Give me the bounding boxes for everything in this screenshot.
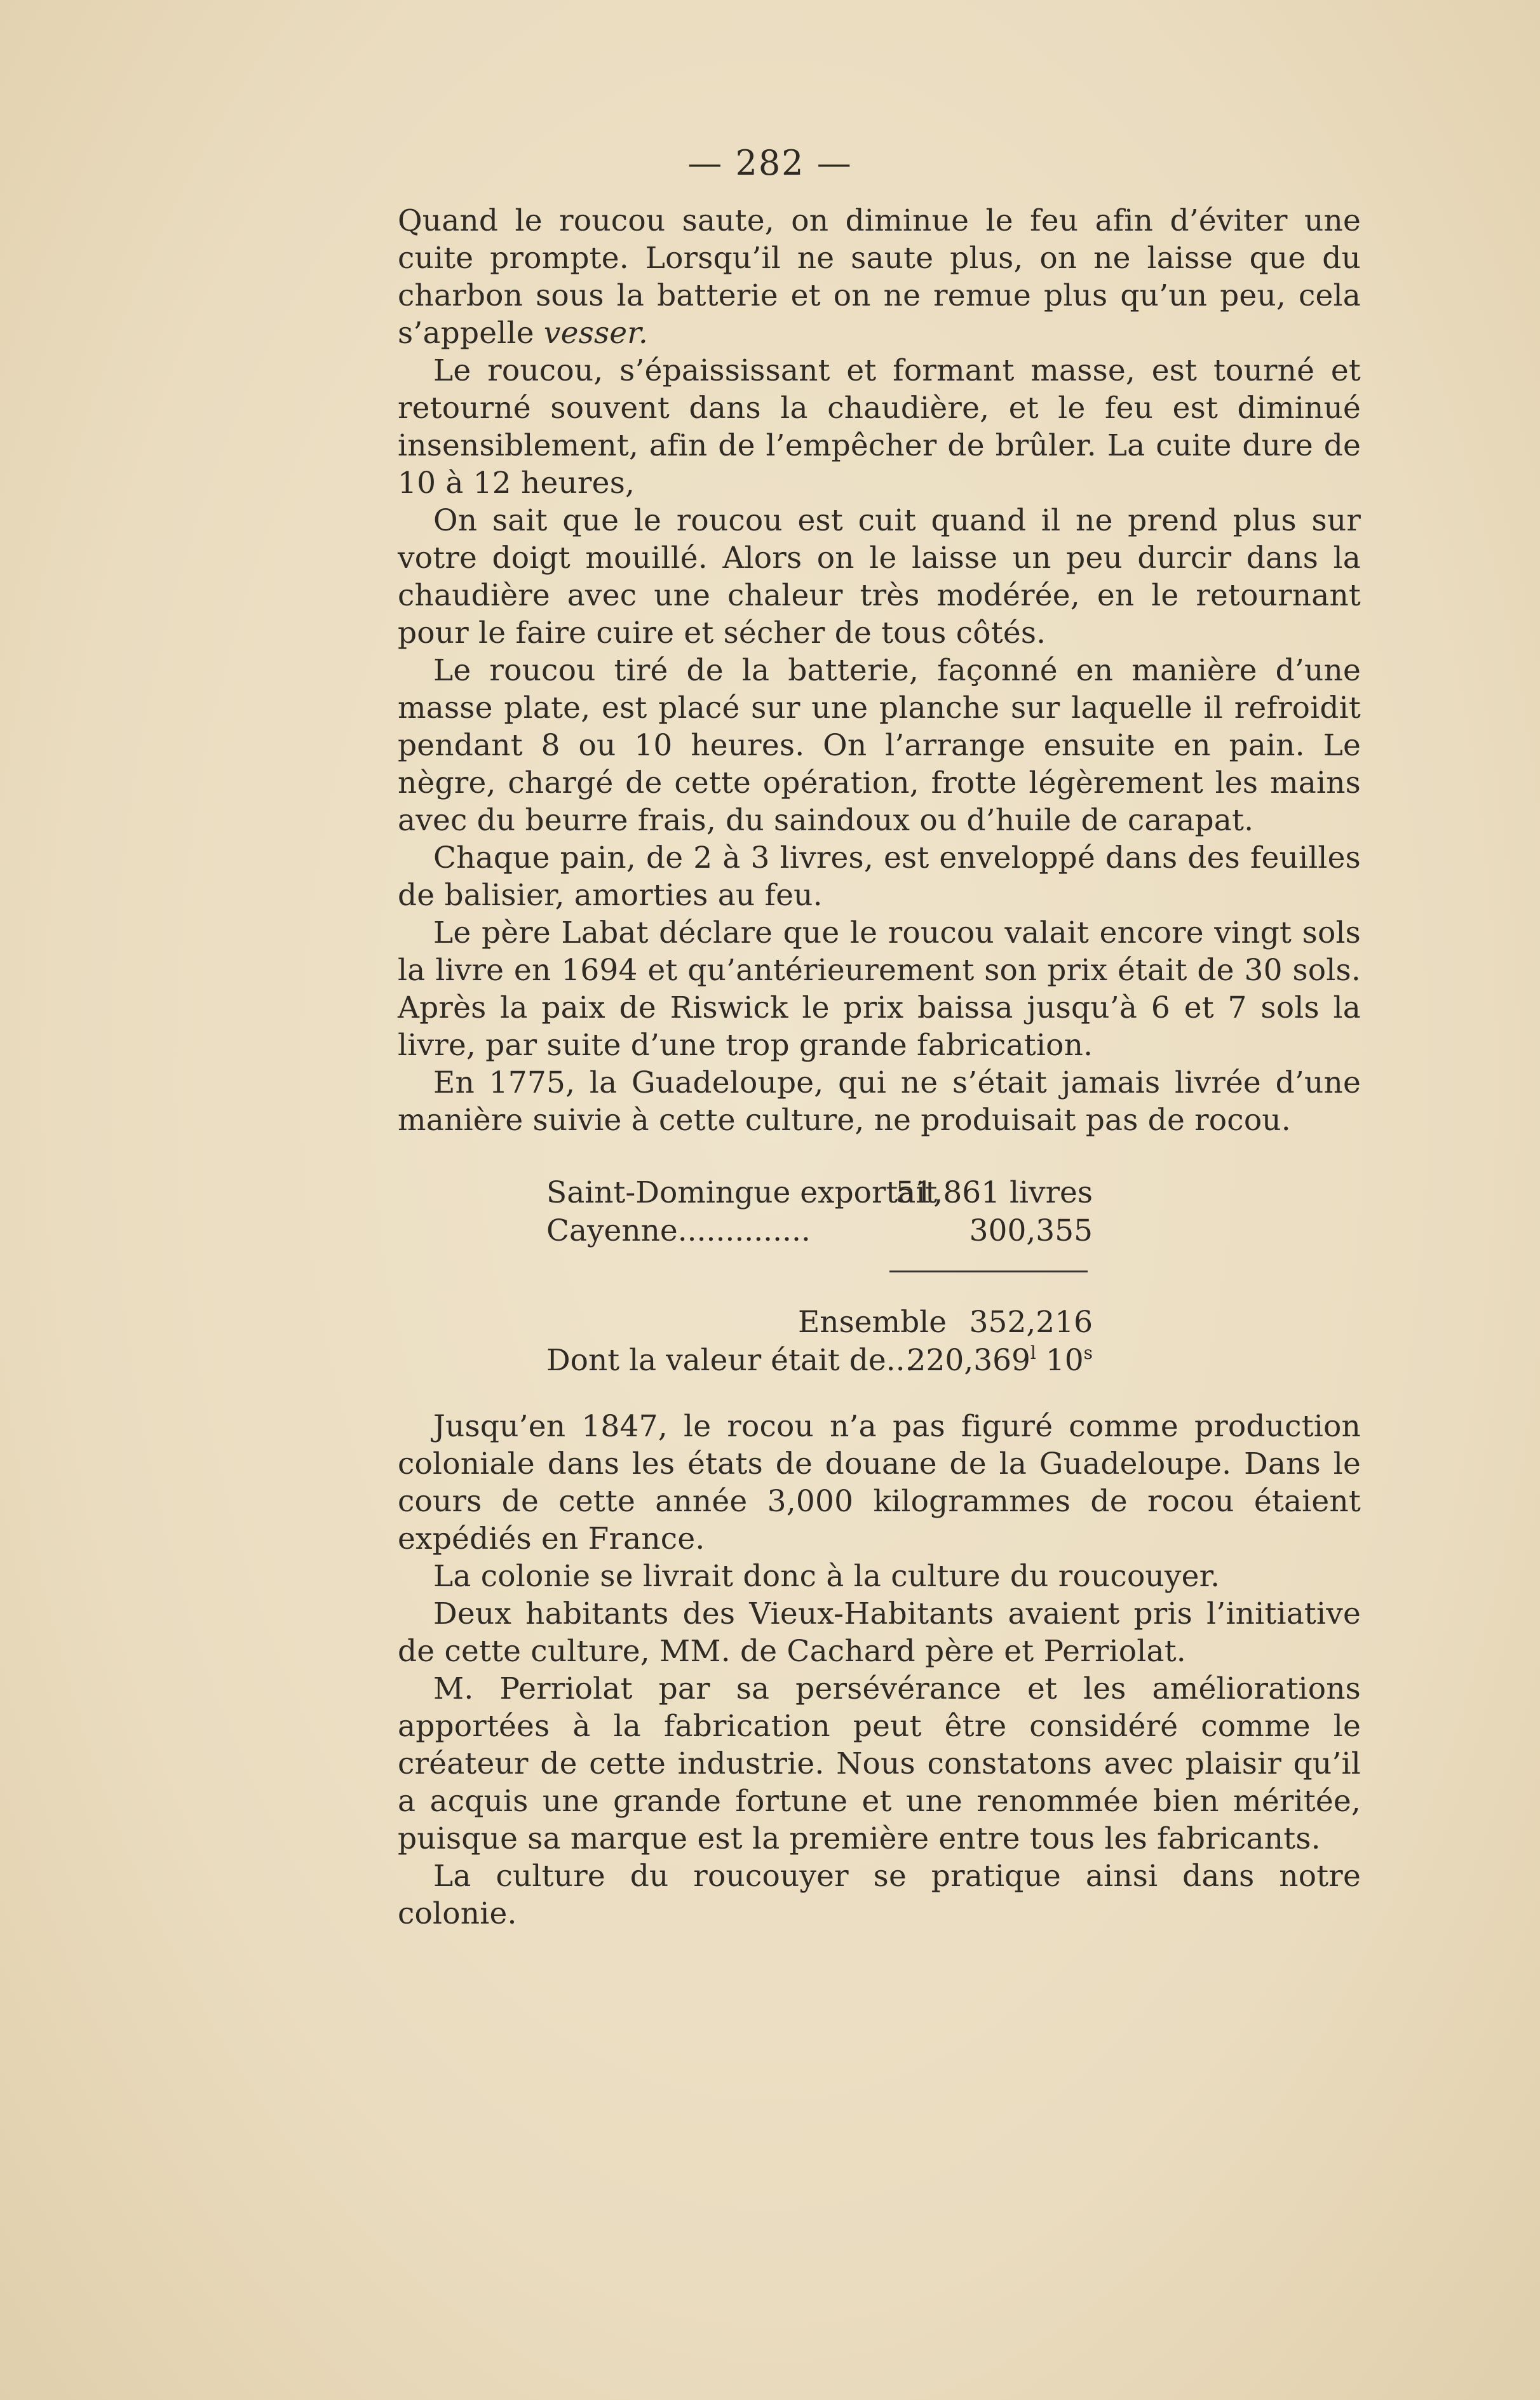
- worth-value: [907, 1342, 1093, 1380]
- italic-term: vesser.: [543, 316, 648, 351]
- sum-rule: [889, 1271, 1088, 1272]
- paragraph: La culture du roucouyer se pratique ainsi dans notre colonie.: [398, 1859, 1361, 1931]
- table-row: [546, 1174, 1093, 1212]
- total-value: 352,216: [969, 1305, 1093, 1340]
- row-value: 51,861 livres: [895, 1175, 1093, 1210]
- paragraph: On sait que le roucou est cuit quand il ne prend plus sur votre doigt mouillé. Alors on le laisse un peu durcir dans la chaudière avec une chaleur très modérée, en le retournant pour le faire cuire et sécher de tous côtés.: [398, 503, 1361, 651]
- worth-sols: 10: [1036, 1343, 1084, 1378]
- paragraph: Le père Labat déclare que le roucou valait encore vingt sols la livre en 1694 et qu’antérieurement son prix était de 30 sols. Après la paix de Riswick le prix baissa jusqu’à 6 et 7 sols la livre, par suite d’une trop grande fabrication.: [398, 915, 1361, 1063]
- export-table: [546, 1174, 1093, 1250]
- worth-label: Dont la valeur était de...: [546, 1343, 915, 1378]
- total-label: Ensemble: [798, 1305, 947, 1340]
- paragraph: Le roucou, s’épaississant et formant masse, est tourné et retourné souvent dans la chaudière, et le feu est diminué insensiblement, afin de l’empêcher de brûler. La cuite dure de 10 à 12 heures,: [398, 353, 1361, 501]
- table-row: [546, 1212, 1093, 1250]
- livre-unit: l: [1030, 1342, 1036, 1363]
- row-value: 300,355: [969, 1213, 1093, 1248]
- paragraph-text: Quand le roucou saute, on diminue le feu afin d’éviter une cuite prompte. Lorsqu’il ne saute plus, on ne laisse que du charbon sous la batterie et on ne remue plus qu’un peu, cela s’appelle: [398, 203, 1361, 351]
- sol-unit: s: [1083, 1342, 1093, 1363]
- paragraph: Jusqu’en 1847, le rocou n’a pas figuré comme production coloniale dans les états de douane de la Guadeloupe. Dans le cours de cette année 3,000 kilogrammes de rocou étaient expédiés en France.: [398, 1409, 1361, 1556]
- paragraph: Deux habitants des Vieux-Habitants avaient pris l’initiative de cette culture, MM. de Cachard père et Perriolat.: [398, 1596, 1361, 1669]
- paragraph: Le roucou tiré de la batterie, façonné en manière d’une masse plate, est placé sur une planche sur laquelle il refroidit pendant 8 ou 10 heures. On l’arrange ensuite en pain. Le nègre, chargé de cette opération, frotte légèrement les mains avec du beurre frais, du saindoux ou d’huile de carapat.: [398, 653, 1361, 838]
- paragraph: La colonie se livrait donc à la culture du roucouyer.: [433, 1559, 1220, 1594]
- worth-amount: 220,369: [907, 1343, 1030, 1378]
- paragraph: [398, 202, 1361, 352]
- text-block-lower: [398, 1408, 1361, 1932]
- text-block-upper: [398, 202, 1361, 1139]
- row-label: Saint-Domingue exportait: [546, 1175, 938, 1210]
- paragraph: M. Perriolat par sa persévérance et les améliorations apportées à la fabrication peut être considéré comme le créateur de cette industrie. Nous constatons avec plaisir qu’il a acquis une grande fortune et une renommée bien méritée, puisque sa marque est la première entre tous les fabricants.: [398, 1671, 1361, 1856]
- page-number: — 282 —: [687, 143, 853, 183]
- paragraph: En 1775, la Guadeloupe, qui ne s’était jamais livrée d’une manière suivie à cette culture, ne produisait pas de rocou.: [398, 1065, 1361, 1138]
- row-label: Cayenne..............: [546, 1213, 811, 1248]
- paragraph: Chaque pain, de 2 à 3 livres, est enveloppé dans des feuilles de balisier, amorties au feu.: [398, 840, 1361, 913]
